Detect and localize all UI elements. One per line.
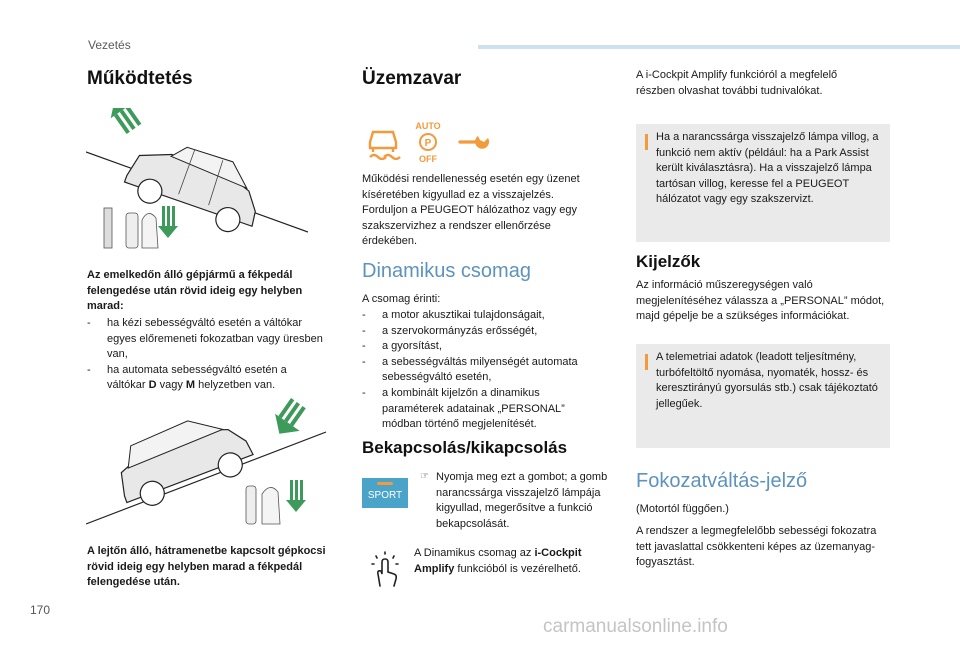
icockpit-touch-icon [364,550,404,590]
list-item: - a motor akusztikai tulajdonságait, [362,308,602,324]
svg-text:P: P [424,138,432,149]
auto-p-off-icon [410,120,446,164]
list-item: - ha automata sebességváltó esetén a váltókar D vagy M helyzetben van. [87,363,327,394]
uphill-illustration [86,108,308,260]
note-blinking-lamp: Ha a narancssárga visszajelző lámpa villog, a funkció nem aktív (például: ha a Park Assist került kiválasztásra). Ha a visszajelző lámpa tartósan villog, keresse fel a PEUGEOT hálózatot vagy egy szakszervizt. [636,124,890,242]
list-item: - ha kézi sebességváltó esetén a váltókar egyes előremeneti fokozatban vagy üresben van, [87,316,327,363]
dyn-list [362,308,602,433]
icockpit-text: A Dinamikus csomag az i-Cockpit Amplify funkcióból is vezérelhető. [414,547,582,575]
icockpit-ref: A i-Cockpit Amplify funkcióról a megfelelő részben olvashat további tudnivalókat. [636,69,838,97]
title-dinamikus-csomag: Dinamikus csomag [362,260,531,282]
pointing-hand-icon: ☞ [420,471,429,482]
sport-button [362,478,408,508]
title-bekapcsolas: Bekapcsolás/kikapcsolás [362,438,568,457]
wrench-icon [458,132,490,152]
gear-text: A rendszer a legmegfelelőbb sebességi fokozatra tett javaslattal csökkenteni képes az üzemanyag-fogyasztást. [636,525,877,569]
downhill-illustration [86,394,326,536]
sport-label: SPORT [367,490,403,501]
list-item: - a sebességváltás milyenségét automata sebességváltó esetén, [362,355,602,386]
title-mukodtetes: Működtetés [87,68,193,89]
svg-text:AUTO: AUTO [415,121,441,131]
list-item: - a gyorsítást, [362,339,602,355]
sport-led-icon [377,482,393,485]
sport-text: Nyomja meg ezt a gombot; a gomb narancssárga visszajelző lámpája kigyullad, megerősítve a funkció bekapcsolását. [436,471,608,530]
section-header: Vezetés [88,38,131,52]
title-uzemzavar: Üzemzavar [362,68,462,89]
dyn-intro: A csomag érinti: [362,293,441,305]
title-kijelzok: Kijelzők [636,252,701,271]
list-item: - a kombinált kijelzőn a dinamikus paraméterek adatainak „PERSONAL” módban történő megjelenítését. [362,386,602,433]
uphill-list [87,316,327,394]
title-fokozatvaltas: Fokozatváltás-jelző [636,470,808,492]
downhill-caption: A lejtőn álló, hátramenetbe kapcsolt gépkocsi rövid ideig egy helyben marad a fékpedál felengedése után. [87,545,326,589]
page-number: 170 [30,603,51,617]
header-bar [478,45,960,49]
uphill-caption: Az emelkedőn álló gépjármű a fékpedál felengedése után rövid ideig egy helyben marad: [87,269,303,313]
note-telemetry: A telemetriai adatok (leadott teljesítmény, turbófeltöltő nyomása, nyomaték, hossz- és keresztirányú gyorsulás stb.) csak tájékoztató jellegűek. [636,344,890,448]
car-skid-warning-icon [364,124,402,160]
watermark: carmanualsonline.info [543,616,728,637]
gear-engine-note: (Motortól függően.) [636,503,729,515]
fault-text: Működési rendellenesség esetén egy üzenet kíséretében kigyullad ez a visszajelzés. Forduljon a PEUGEOT hálózathoz vagy egy szakszervizhez a rendszer ellenőrzése érdekében. [362,173,580,248]
note-accent-bar [645,134,648,150]
svg-text:OFF: OFF [419,154,437,164]
display-text: Az információ műszeregységen való megjelenítéséhez válassza a „PERSONAL” módot, majd gépelje be a szükséges információkat. [636,279,885,323]
note-accent-bar [645,354,648,370]
list-item: - a szervokormányzás erősségét, [362,324,602,340]
